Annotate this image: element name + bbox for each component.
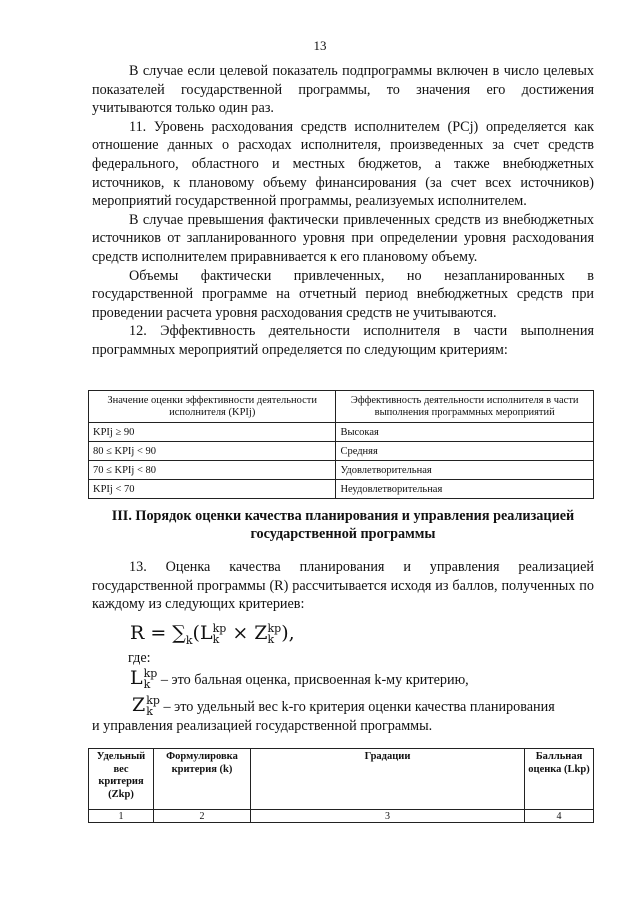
table-header: Эффективность деятельности исполнителя в части выполнения программных мероприятий [336,391,594,423]
symbol-l: L kp k [130,667,158,691]
table-row [89,423,594,442]
definition-text: – это бальная оценка, присвоенная k-му критерию, [160,672,469,688]
symbol-z: Z kp k [132,694,160,718]
paragraph: Объемы фактически привлеченных, но незапланированных в государственной программе на отчетный период внебюджетных средств при проведении расчета уровня расходования средств не учитываются. [92,267,594,321]
definition-z [132,695,594,717]
table-cell: Высокая [336,423,594,442]
paragraph: В случае превышения фактически привлеченных средств из внебюджетных источников от запланированного уровня при определении уровня расходования средств исполнителем приравнивается к его плановому объему. [92,211,594,265]
table-header: Формулировка критерия (k) [154,749,251,810]
quality-criteria-table [88,748,594,823]
formula-sup: kp [267,622,282,635]
column-number: 2 [154,810,251,823]
definition-l [130,668,469,690]
paragraph: В случае если целевой показатель подпрограммы включен в число целевых показателей государственной программы, то значения его достижения учитываются только один раз. [92,63,594,117]
section-title: III. Порядок оценки качества планирования и управления реализацией государственной программы [111,508,575,542]
table-cell: Средняя [336,442,594,461]
table-header: Удельный вес критерия (Zkp) [89,749,154,810]
formula-lhs: R = ∑ [130,622,186,644]
column-number: 4 [525,810,594,823]
formula-index: k [185,633,193,647]
table-row [89,442,594,461]
table-cell: 80 ≤ KPIj < 90 [89,442,336,461]
table-header: Значение оценки эффективности деятельности исполнителя (KPIj) [89,391,336,423]
column-number: 1 [89,810,154,823]
table-header: Балльная оценка (Lkp) [525,749,594,810]
table-cell: KPIj < 70 [89,480,336,499]
table-cell: Удовлетворительная [336,461,594,480]
table-row [89,810,594,823]
formula-open: (L [192,622,213,644]
definition-z-continued: и управления реализацией государственной программы. [92,718,433,734]
definition-text: – это удельный вес k-го критерия оценки качества планирования [163,699,555,715]
table-row [89,480,594,499]
body-text [92,62,594,360]
paragraph: 11. Уровень расходования средств исполнителем (PCj) определяется как отношение данных о расходах исполнителя, произведенных за счет средств федерального, областного и местных бюджетов, а также внебюджетных источников, к плановому объему финансирования (за счет всех источников) мероприятий государственной программы, реализуемых исполнителем. [92,118,594,210]
where-label: где: [128,650,151,666]
formula-mul: × Z [226,622,268,644]
formula-close: ), [281,622,295,644]
table-row [89,461,594,480]
table-cell: Неудовлетворительная [336,480,594,499]
table-cell: KPIj ≥ 90 [89,423,336,442]
formula-sub: k [212,633,220,646]
formula-sub: k [267,633,275,646]
kpi-criteria-table [88,390,594,499]
formula-sup: kp [212,622,227,635]
paragraph: 12. Эффективность деятельности исполнителя в части выполнения программных мероприятий определяется по следующим критериям: [92,323,594,358]
page-number: 13 [313,38,327,53]
paragraph: 13. Оценка качества планирования и управления реализацией государственной программы (R) рассчитывается исходя из баллов, полученных по каждому из следующих критериев: [92,559,594,613]
column-number: 3 [251,810,525,823]
table-cell: 70 ≤ KPIj < 80 [89,461,336,480]
formula [130,622,295,647]
table-header: Градации [251,749,525,810]
